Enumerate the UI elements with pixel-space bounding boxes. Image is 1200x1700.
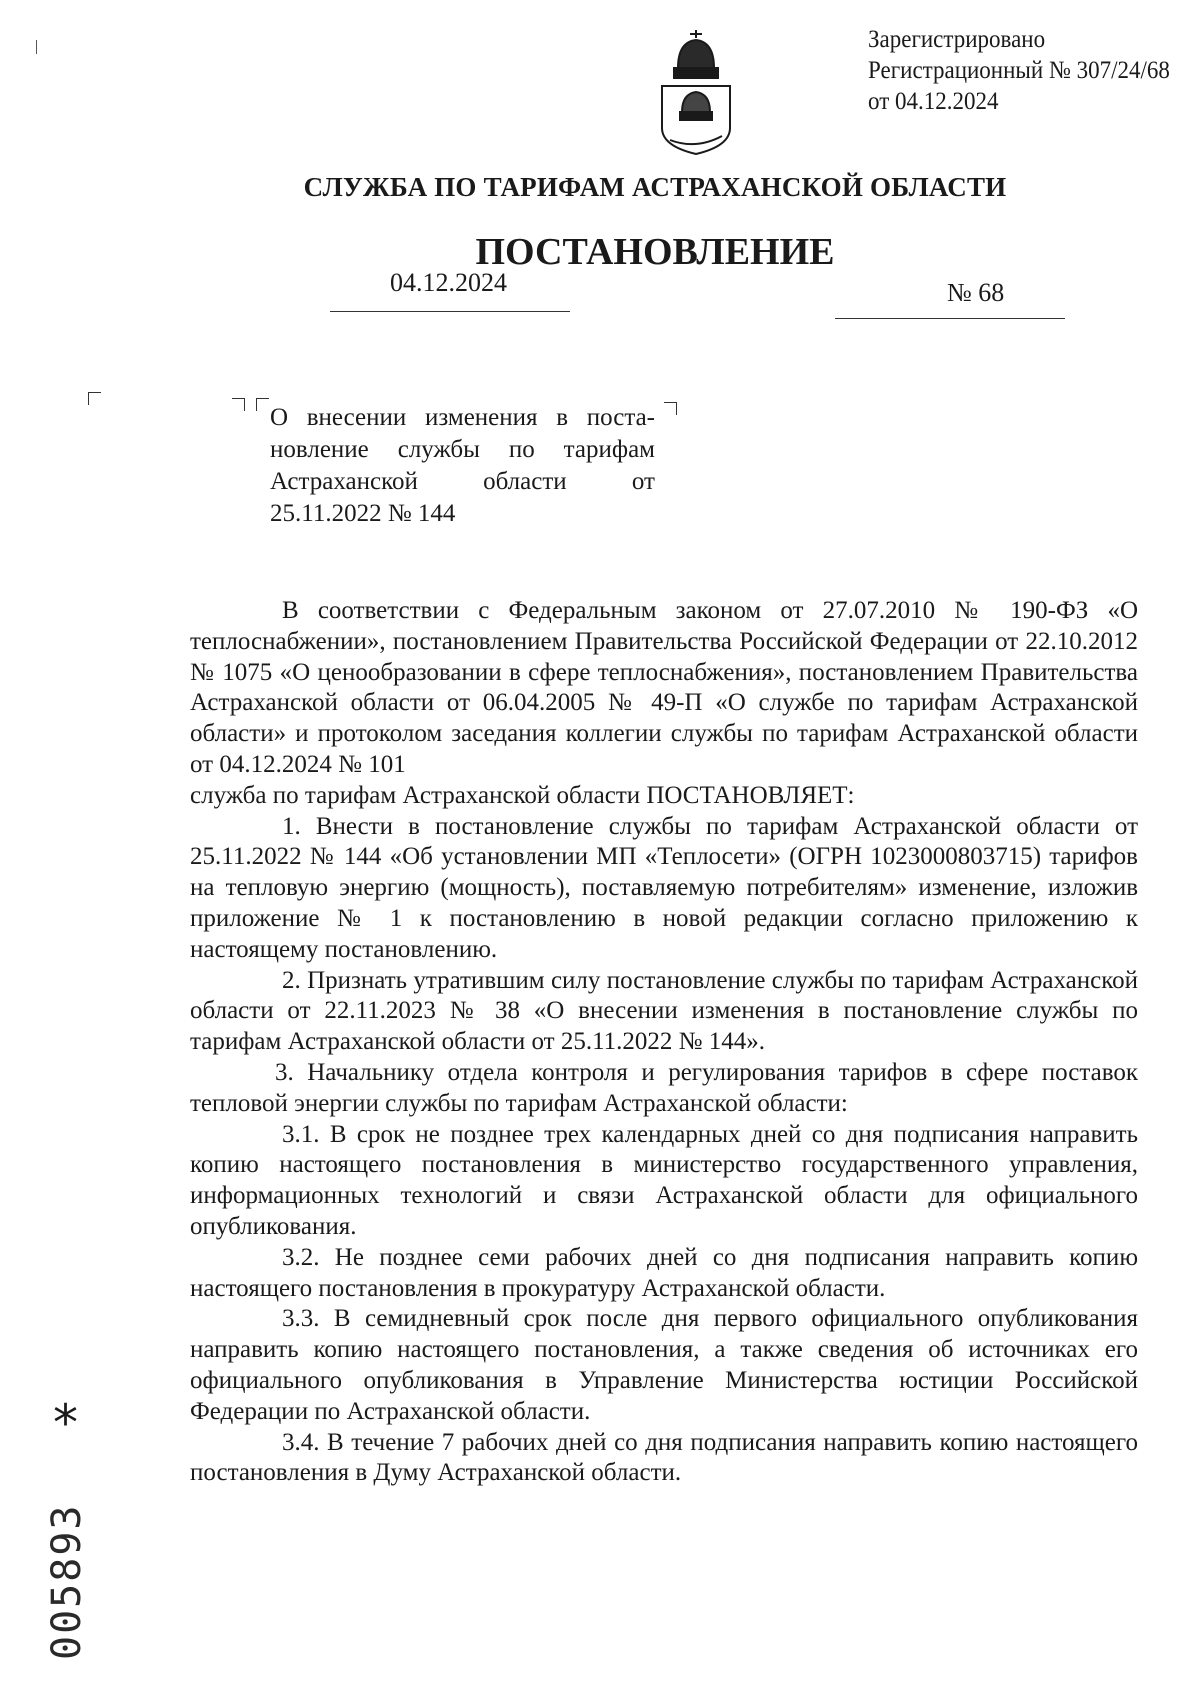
document-subject — [270, 402, 655, 530]
registration-label: Зарегистрировано — [868, 26, 1046, 53]
clause-3-4: 3.4. В течение 7 рабочих дней со дня подписания направить копию настоящего постановления в Думу Астраханской области. — [190, 1428, 1138, 1487]
registration-date: от 04.12.2024 — [868, 88, 999, 115]
document-type: ПОСТАНОВЛЕНИЕ — [475, 231, 835, 273]
clause-3-2: 3.2. Не позднее семи рабочих дней со дня подписания направить копию настоящего постановления в прокуратуру Астраханской области. — [190, 1243, 1138, 1302]
date-underline — [330, 311, 570, 312]
corner-mark-subject-left-b — [256, 398, 269, 411]
clause-3: 3. Начальнику отдела контроля и регулирования тарифов в сфере поставок тепловой энергии службы по тарифам Астраханской области: — [190, 1058, 1138, 1117]
clause-3-1: 3.1. В срок не позднее трех календарных дней со дня подписания направить копию настоящего постановления в министерство государственного управления, информационных технологий и связи Астраханской области для официального опубликования. — [190, 1120, 1138, 1240]
registration-number: Регистрационный № 307/24/68 — [868, 57, 1170, 84]
preamble-paragraph: В соответствии с Федеральным законом от 27.07.2010 № 190-ФЗ «О теплоснабжении», постановлением Правительства Российской Федерации от 22.10.2012 № 1075 «О ценообразовании в сфере теплоснабжения», постановлением Правительства Астраханской области от 06.04.2005 № 49-П «О службе по тарифам Астраханской области» и протоколом заседания коллегии службы по тарифам Астраханской области от 04.12.2024 № 101 — [190, 597, 1138, 778]
number-underline — [835, 318, 1065, 319]
subject-line: 25.11.2022 № 144 — [270, 500, 456, 527]
subject-line: О внесении изменения в поста- — [270, 404, 655, 431]
document-number: № 68 — [947, 278, 1005, 307]
margin-serial-number: 005893 — [44, 1503, 90, 1660]
subject-line: новление службы по тарифам — [270, 436, 655, 463]
scan-tick-mark — [36, 40, 37, 54]
clause-1: 1. Внести в постановление службы по тарифам Астраханской области от 25.11.2022 № 144 «Об установлении МП «Теплосети» (ОГРН 1023000803715) тарифов на тепловую энергию (мощность), поставляемую потребителям» изменение, изложив приложение № 1 к постановлению в новой редакции согласно приложению к настоящему постановлению. — [190, 812, 1138, 963]
document-body — [190, 596, 1138, 1489]
margin-asterisk: * — [53, 1394, 78, 1452]
subject-line: Астраханской области от — [270, 468, 655, 495]
clause-2: 2. Признать утратившим силу постановление службы по тарифам Астраханской области от 22.11.2023 № 38 «О внесении изменения в постановление службы по тарифам Астраханской области от 25.11.2022 № 144». — [190, 966, 1138, 1056]
clause-3-3: 3.3. В семидневный срок после дня первого официального опубликования направить копию настоящего постановления, а также сведения об источниках его официального опубликования в Управление Министерства юстиции Российской Федерации по Астраханской области. — [190, 1305, 1138, 1425]
corner-mark-left — [88, 392, 101, 405]
registration-stamp — [868, 24, 1170, 117]
document-date: 04.12.2024 — [390, 268, 507, 297]
corner-mark-subject-right — [664, 402, 677, 415]
margin-serial-block — [44, 1460, 104, 1700]
decree-line: служба по тарифам Астраханской области ПОСТАНОВЛЯЕТ: — [190, 781, 855, 809]
agency-name: СЛУЖБА ПО ТАРИФАМ АСТРАХАНСКОЙ ОБЛАСТИ — [303, 172, 1007, 202]
coat-of-arms-icon — [656, 28, 736, 156]
corner-mark-subject-left-a — [232, 398, 245, 411]
